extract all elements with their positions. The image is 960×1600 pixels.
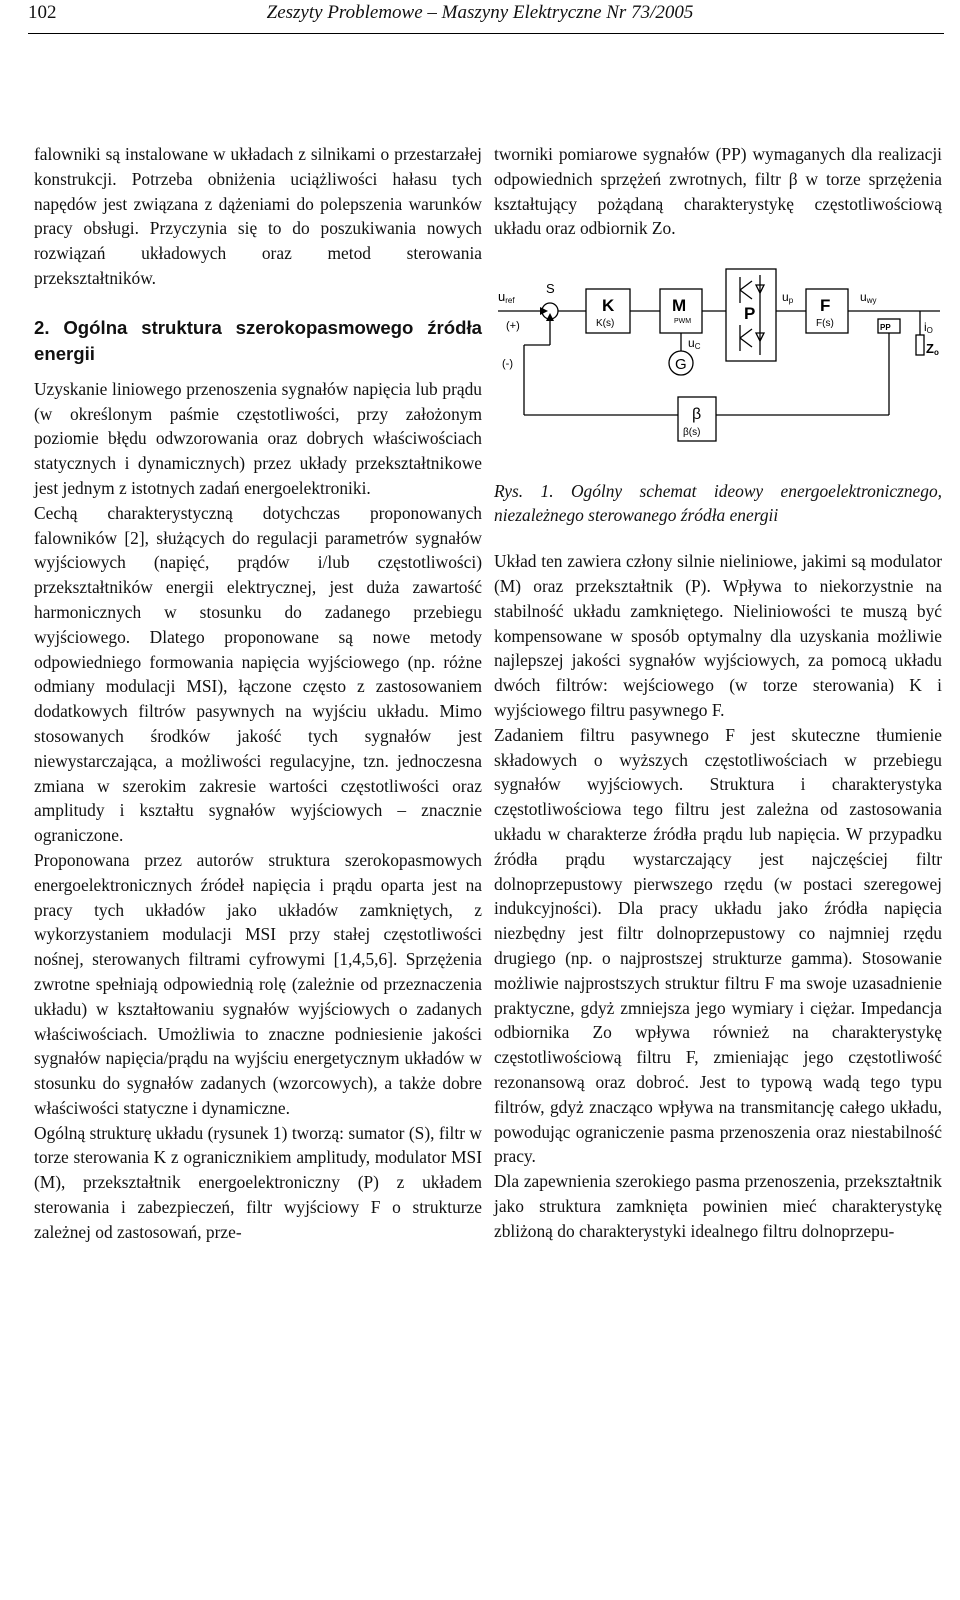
p-label: P xyxy=(744,304,756,324)
figure-caption: Rys. 1. Ogólny schemat ideowy energoelektronicznego, niezależnego sterowanego źródła energii xyxy=(494,481,942,526)
block-diagram-svg xyxy=(494,255,942,465)
paragraph: Zadaniem filtru pasywnego F jest skuteczne tłumienie składowych o wyższych częstotliwościach w przebiegu sygnałów wyjściowych. Struktura i charakterystyka częstotliwościowa tego filtru jest zależna od zastosowania układu w charakterze źródła prądu lub napięcia. W przypadku źródła prądu wystarczający jest najczęściej filtr dolnoprzepustowy pierwszego rzędu (w postaci szeregowej indukcyjności). Dla pracy układu jako źródła napięcia niezbędny jest filtr dolnoprzepustowy co najmniej rzędu drugiego (np. o najprostszej strukturze gamma). Stosowanie możliwie najprostszych struktur filtru F ma swoje uzasadnienie praktyczne, gdyż zmniejsza jego wymiary i ciężar. Impedancja odbiornika Zo wpływa również na charakterystykę częstotliwościową filtru F, zmieniając jego częstotliwość rezonansową oraz dobroć. Jest to typową wadą tego typu filtrów, gdyż znacząco wpływa na transmitancję całego układu, powodując ograniczenie pasma przenoszenia oraz niestabilność pracy. xyxy=(494,724,942,1167)
page-header xyxy=(0,0,960,40)
paragraph: Uzyskanie liniowego przenoszenia sygnałów napięcia lub prądu (w określonym paśmie częstotliwości, przy założonym poziomie błędu odwzorowania oraz dobrych właściwościach statycznych i dynamicznych) przez układy przekształtnikowe jest jednym z istotnych zadań energoelektroniki. xyxy=(34,378,482,498)
page-number: 102 xyxy=(28,2,57,23)
pwm-label: PWM xyxy=(674,318,692,326)
pp-label: PP xyxy=(880,323,891,333)
up-label: up xyxy=(782,290,794,306)
transistor-upper-e xyxy=(740,290,752,299)
header-rule xyxy=(28,33,944,34)
transistor-upper-c xyxy=(740,281,752,290)
k-label: K xyxy=(602,296,615,316)
zo-label: Zo xyxy=(926,341,939,358)
block-diagram xyxy=(494,255,942,465)
plus-label: (+) xyxy=(506,320,520,333)
paragraph: Dla zapewnienia szerokiego pasma przenoszenia, przekształtnik jako struktura zamknięta powinien mieć charakterystykę zbliżoną do charakterystyki idealnego filtru dolnoprzepu- xyxy=(494,1171,942,1241)
f-label: F xyxy=(820,296,831,316)
paragraph: tworniki pomiarowe sygnałów (PP) wymaganych dla realizacji odpowiednich sprzężeń zwrotnych, filtr β w torze sprzężenia kształtujący pożądaną charakterystykę częstotliwościową układu oraz odbiornik Zo. xyxy=(494,144,942,239)
section-heading: 2. Ogólna struktura szerokopasmowego źródła energii xyxy=(34,316,482,364)
m-label: M xyxy=(672,296,687,316)
f-tf-label: F(s) xyxy=(816,318,834,330)
u-ref-label: uref xyxy=(498,289,515,306)
k-tf-label: K(s) xyxy=(596,318,615,330)
arrow-head xyxy=(540,307,548,315)
beta-tf-label: β(s) xyxy=(683,427,701,439)
paragraph: Układ ten zawiera człony silnie nieliniowe, jakimi są modulator (M) oraz przekształtnik (P). Wpływa to niekorzystnie na stabilność układu zamkniętego. Nieliniowości te muszą być kompensowane w sposób optymalny dla uzyskania możliwie najlepszej jakości sygnałów wyjściowych, za pomocą układu dwóch filtrów: wejściowego (w torze sterowania) K i wyjściowego filtru pasywnego F. xyxy=(494,551,942,720)
paragraph: falowniki są instalowane w układach z silnikami o przestarzałej konstrukcji. Potrzeba obniżenia uciążliwości hałasu tych napędów jest związana z dążeniami do polepszenia warunków pracy obsługi. Przyczynia się to do poszukiwania nowych rozwiązań układowych oraz metod sterowania przekształtników. xyxy=(34,144,482,288)
io-label: iO xyxy=(924,320,933,336)
g-label: G xyxy=(675,356,687,374)
load-resistor xyxy=(916,335,924,355)
left-column xyxy=(34,142,482,1245)
transistor-lower-c xyxy=(740,329,752,338)
uwy-label: uwy xyxy=(860,290,877,306)
paragraph: Proponowana przez autorów struktura szerokopasmowych energoelektronicznych źródeł napięcia i prądu oparta jest na pracy tych układów jako układów zamkniętych, z wykorzystaniem modulacji MSI przy stałej częstotliwości nośnej, sterowanych filtrami cyfrowymi [1,4,5,6]. Sprzężenia zwrotne spełniają odpowiednią rolę (zależnie od przeznaczenia układu) w kształtowaniu sygnałów wyjściowych o zadanych właściwościach. Umożliwia to znaczne podniesienie jakości sygnałów napięcia/prądu na wyjściu energetycznym układów w stosunku do sygnałów zadanych (wzorcowych), a także dobre właściwości statyczne i dynamiczne. xyxy=(34,849,482,1118)
right-column xyxy=(494,142,942,1244)
paragraph: Cechą charakterystyczną dotychczas proponowanych falowników [2], służących do regulacji parametrów sygnałów wyjściowych (napięć, prądów i/lub częstotliwości) przekształtników energii elektrycznej, jest duża zawartość harmonicznych w stosunku do zadanego przebiegu wyjściowego. Dlatego proponowane są nowe metody odpowiedniego formowania napięcia wyjściowego (np. różne odmiany modulacji MSI), łączone często z zastosowaniem dodatkowych filtrów pasywnych na wyjściu układu. Mimo stosowanych środków jakość tych sygnałów jest niewystarczająca, a możliwości regulacyjne, tzn. jednoczesna zmiana w szerokim zakresie wartości częstotliwości oraz amplitudy i kształtu sygnałów wyjściowych – znacznie ograniczone. xyxy=(34,502,482,846)
beta-label: β xyxy=(692,406,702,424)
uc-label: uC xyxy=(688,336,701,352)
journal-title: Zeszyty Problemowe – Maszyny Elektryczne Nr 73/2005 xyxy=(266,2,694,23)
paragraph: Ogólną strukturę układu (rysunek 1) tworzą: sumator (S), filtr w torze sterowania K z ogranicznikiem amplitudy, modulator MSI (M), przekształtnik energoelektroniczny (P) z układem sterowania i zabezpieczeń, filtr wyjściowy F o strukturze zależnej od zastosowań, prze- xyxy=(34,1122,482,1242)
s-label: S xyxy=(546,281,555,297)
minus-label: (-) xyxy=(502,358,513,371)
transistor-lower-e xyxy=(740,338,752,347)
arrow-head xyxy=(546,313,554,321)
